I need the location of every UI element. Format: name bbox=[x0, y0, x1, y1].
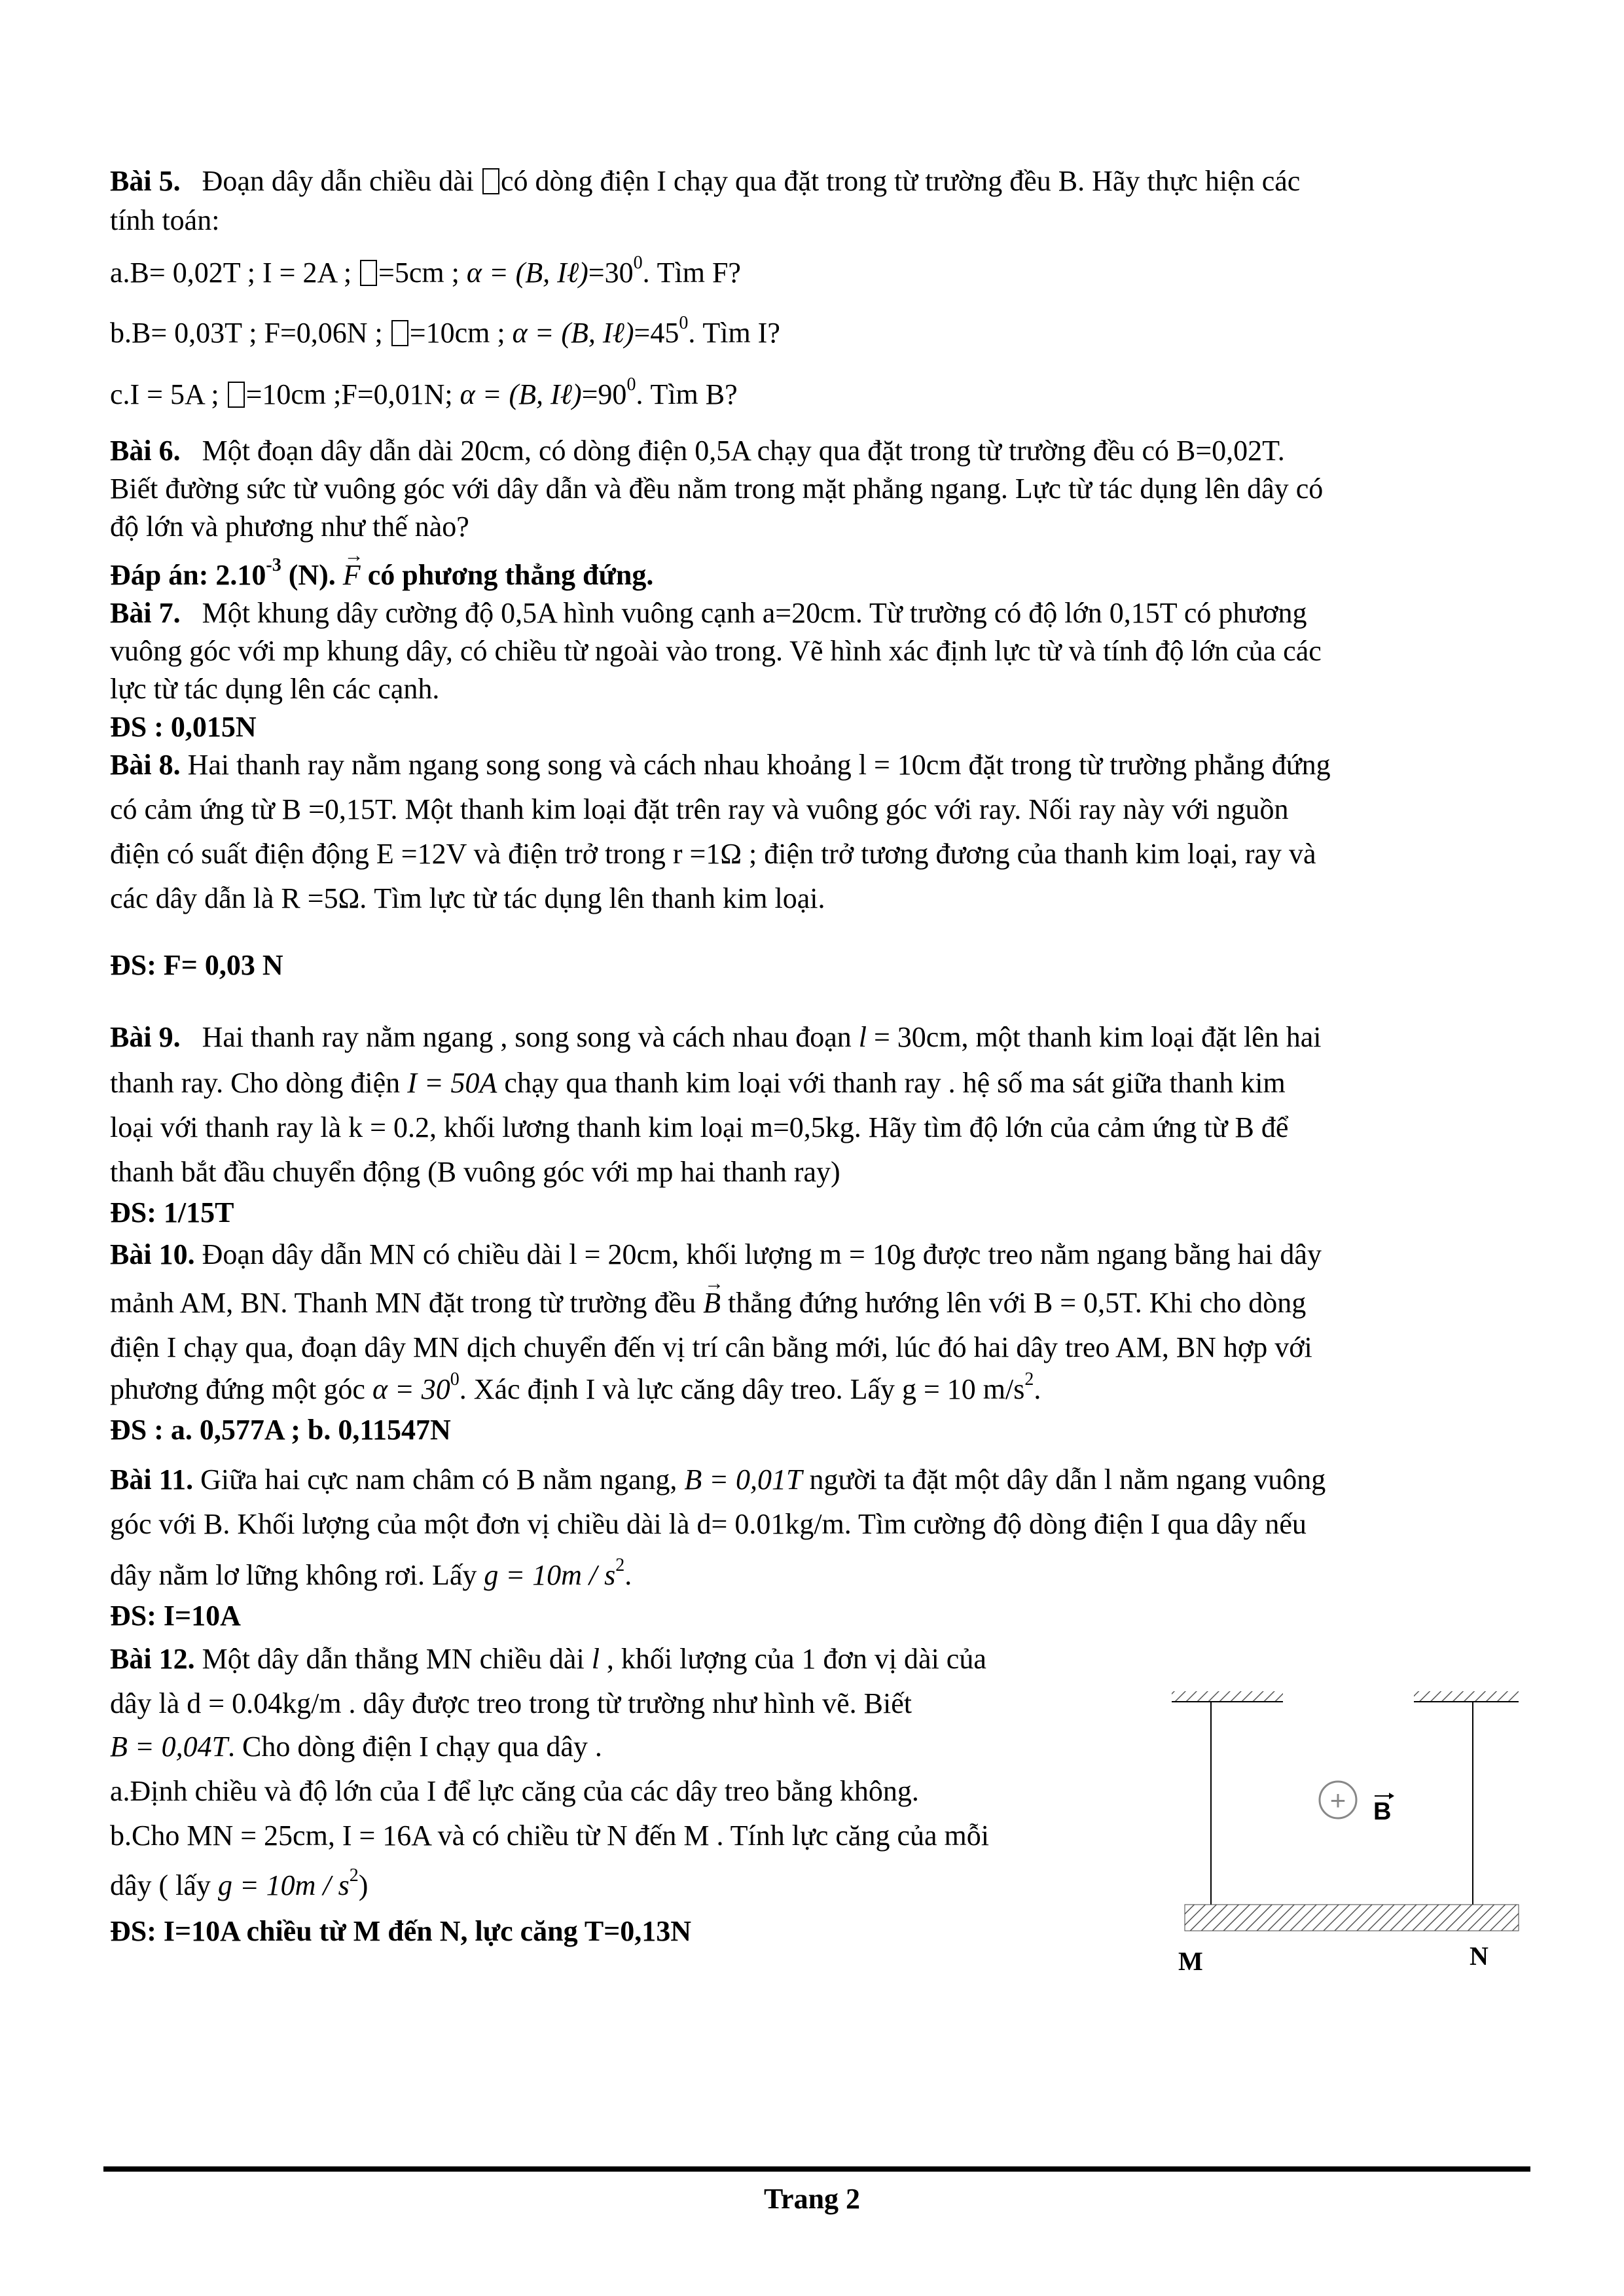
bai7-line2: vuông góc với mp khung dây, có chiều từ ngoài vào trong. Vẽ hình xác định lực từ và tính độ lớn của các bbox=[110, 635, 1322, 667]
exponent: 2 bbox=[1024, 1369, 1034, 1390]
text: chạy qua thanh kim loại với thanh ray . hệ số ma sát giữa thanh kim bbox=[497, 1067, 1286, 1099]
text: c.I = 5A ; bbox=[110, 378, 226, 410]
bai8-answer: ĐS: F= 0,03 N bbox=[110, 949, 283, 981]
text: . Tìm I? bbox=[688, 317, 780, 349]
bai7-title: Bài 7. bbox=[110, 597, 181, 629]
missing-glyph-box bbox=[360, 260, 377, 286]
text: , khối lượng của 1 đơn vị dài của bbox=[599, 1643, 986, 1675]
bai11-line1 bbox=[110, 1461, 1524, 1499]
force-vector: → F bbox=[343, 556, 361, 594]
text: . Xác định I và lực căng dây treo. Lấy g = 10 m/s bbox=[459, 1373, 1025, 1405]
text: = 30cm, một thanh kim loại đặt lên hai bbox=[866, 1021, 1322, 1053]
field-label: B bbox=[1373, 1798, 1392, 1825]
text: =90 bbox=[581, 378, 627, 410]
text: . Cho dòng điện I chạy qua dây . bbox=[228, 1731, 602, 1763]
missing-glyph-box bbox=[391, 320, 408, 346]
text: =10cm ;F=0,01N; bbox=[245, 378, 460, 410]
text: Đoạn dây dẫn MN có chiều dài l = 20cm, khối lượng m = 10g được treo nằm ngang bằng hai dây bbox=[194, 1238, 1322, 1270]
degree: 0 bbox=[633, 253, 643, 273]
bai9-line4: thanh bắt đầu chuyển động (B vuông góc với mp hai thanh ray) bbox=[110, 1156, 840, 1188]
text: thẳng đứng hướng lên với B = 0,5T. Khi cho dòng bbox=[720, 1287, 1307, 1319]
bai5-text: Đoạn dây dẫn chiều dài bbox=[202, 165, 481, 197]
bai9-line1 bbox=[110, 1018, 1524, 1056]
text: Một dây dẫn thẳng MN chiều dài bbox=[194, 1643, 592, 1675]
bai11-line2: góc với B. Khối lượng của một đơn vị chiều dài là d= 0.01kg/m. Tìm cường độ dòng điện I qua dây nếu bbox=[110, 1508, 1307, 1540]
bai5-intro bbox=[110, 162, 1524, 200]
text: (N). bbox=[281, 559, 343, 591]
text: có phương thẳng đứng. bbox=[360, 559, 654, 591]
text: a.B= 0,02T ; I = 2A ; bbox=[110, 257, 359, 289]
text: dây nằm lơ lững không rơi. Lấy bbox=[110, 1559, 484, 1591]
g-formula: g = 10m / s bbox=[484, 1559, 616, 1591]
current-formula: I = 50A bbox=[407, 1067, 497, 1099]
text: =30 bbox=[588, 257, 634, 289]
text: người ta đặt một dây dẫn l nằm ngang vuông bbox=[802, 1463, 1326, 1496]
bai5-part-c bbox=[110, 376, 1524, 414]
exponent: 2 bbox=[615, 1555, 625, 1575]
bai5-part-b bbox=[110, 314, 1524, 352]
text: . Tìm F? bbox=[642, 257, 741, 289]
b-vector: → B bbox=[703, 1284, 721, 1322]
footer-divider bbox=[103, 2166, 1530, 2172]
bai12-title: Bài 12. bbox=[110, 1643, 195, 1675]
bai8-line4: các dây dẫn là R =5Ω. Tìm lực từ tác dụng lên thanh kim loại. bbox=[110, 882, 825, 914]
degree: 0 bbox=[626, 374, 636, 395]
text: Một khung dây cường độ 0,5A hình vuông cạnh a=20cm. Từ trường có độ lớn 0,15T có phương bbox=[202, 597, 1307, 629]
right-support bbox=[1414, 1691, 1519, 1702]
text: Một đoạn dây dẫn dài 20cm, có dòng điện 0,5A chạy qua đặt trong từ trường đều có B=0,02T. bbox=[202, 435, 1285, 467]
text: . bbox=[1034, 1373, 1041, 1405]
missing-glyph-box bbox=[228, 382, 245, 408]
bai6-title: Bài 6. bbox=[110, 435, 181, 467]
alpha-formula: α = (B, Iℓ) bbox=[460, 378, 582, 410]
missing-glyph-box bbox=[482, 168, 499, 194]
bai12-line6 bbox=[110, 1867, 1143, 1905]
bai8-line3: điện có suất điện động E =12V và điện trở trong r =1Ω ; điện trở tương đương của thanh kim loại, ray và bbox=[110, 838, 1316, 870]
exponent: -3 bbox=[266, 555, 281, 575]
bai6-answer bbox=[110, 556, 1524, 594]
field-arrow-head bbox=[1389, 1793, 1394, 1799]
bai12-line5: b.Cho MN = 25cm, I = 16A và có chiều từ N đến M . Tính lực căng của mỗi bbox=[110, 1820, 989, 1852]
bai5-text: có dòng điện I chạy qua đặt trong từ trường đều B. Hãy thực hiện các bbox=[500, 165, 1301, 197]
angle-formula: α = 30 bbox=[372, 1373, 450, 1405]
bai6-line2: Biết đường sức từ vuông góc với dây dẫn và đều nằm trong mặt phẳng ngang. Lực từ tác dụng lên dây có bbox=[110, 473, 1324, 505]
bai9-line3: loại với thanh ray là k = 0.2, khối lương thanh kim loại m=0,5kg. Hãy tìm độ lớn của cảm ứng từ B để bbox=[110, 1111, 1289, 1143]
bai10-line1 bbox=[110, 1236, 1524, 1274]
text: dây ( lấy bbox=[110, 1869, 218, 1901]
bai6-line1 bbox=[110, 432, 1524, 470]
length-symbol: l bbox=[591, 1643, 600, 1675]
bai8-title: Bài 8. bbox=[110, 749, 181, 781]
bai7-line3: lực từ tác dụng lên các cạnh. bbox=[110, 673, 440, 705]
text: phương đứng một góc bbox=[110, 1373, 372, 1405]
bai10-line4 bbox=[110, 1371, 1524, 1408]
b-formula: B = 0,01T bbox=[684, 1463, 803, 1496]
bai10-answer: ĐS : a. 0,577A ; b. 0,11547N bbox=[110, 1414, 451, 1446]
text: =10cm ; bbox=[409, 317, 513, 349]
text: Đáp án: 2.10 bbox=[110, 559, 266, 591]
exponent: 2 bbox=[349, 1865, 359, 1886]
alpha-formula: α = (B, Iℓ) bbox=[466, 257, 588, 289]
bai7-line1 bbox=[110, 594, 1524, 632]
bai12-line4: a.Định chiều và độ lớn của I để lực căng của các dây treo bằng không. bbox=[110, 1775, 919, 1807]
text: ) bbox=[358, 1869, 369, 1901]
degree: 0 bbox=[450, 1369, 460, 1390]
bai12-line2: dây là d = 0.04kg/m . dây được treo trong từ trường như hình vẽ. Biết bbox=[110, 1687, 912, 1719]
bai9-title: Bài 9. bbox=[110, 1021, 181, 1053]
bai10-line2 bbox=[110, 1284, 1524, 1322]
bai9-line2 bbox=[110, 1064, 1524, 1102]
bai5-intro-2: tính toán: bbox=[110, 204, 220, 236]
left-support bbox=[1172, 1691, 1283, 1702]
text: Hai thanh ray nằm ngang song song và cách nhau khoảng l = 10cm đặt trong từ trường phẳng đứng bbox=[180, 749, 1331, 781]
text: mảnh AM, BN. Thanh MN đặt trong từ trường đều bbox=[110, 1287, 704, 1319]
bai12-figure bbox=[1172, 1682, 1525, 1983]
text: =45 bbox=[634, 317, 679, 349]
b-formula: B = 0,04T bbox=[110, 1731, 228, 1763]
bai12-line3 bbox=[110, 1728, 1143, 1766]
text: Hai thanh ray nằm ngang , song song và cách nhau đoạn bbox=[202, 1021, 859, 1053]
label-m: M bbox=[1178, 1946, 1203, 1976]
bai10-title: Bài 10. bbox=[110, 1238, 195, 1270]
bai5-part-a bbox=[110, 254, 1524, 292]
length-symbol: l bbox=[858, 1021, 867, 1053]
text: . bbox=[624, 1559, 632, 1591]
text: Giữa hai cực nam châm có B nằm ngang, bbox=[193, 1463, 685, 1496]
bai9-answer: ĐS: 1/15T bbox=[110, 1196, 234, 1229]
bai8-line1 bbox=[110, 746, 1524, 784]
text: . Tìm B? bbox=[636, 378, 738, 410]
bai12-line1 bbox=[110, 1640, 1143, 1678]
field-sign: + bbox=[1329, 1785, 1346, 1816]
page-number: Trang 2 bbox=[763, 2183, 861, 2215]
degree: 0 bbox=[679, 313, 689, 333]
text: thanh ray. Cho dòng điện bbox=[110, 1067, 408, 1099]
bai10-line3: điện I chạy qua, đoạn dây MN dịch chuyển đến vị trí cân bằng mới, lúc đó hai dây treo AM, BN hợp với bbox=[110, 1331, 1312, 1363]
bai12-answer: ĐS: I=10A chiều từ M đến N, lực căng T=0,13N bbox=[110, 1915, 692, 1947]
bai5-title: Bài 5. bbox=[110, 165, 181, 197]
conductor-mn bbox=[1185, 1905, 1519, 1931]
text: b.B= 0,03T ; F=0,06N ; bbox=[110, 317, 390, 349]
label-n: N bbox=[1470, 1941, 1489, 1971]
bai11-answer: ĐS: I=10A bbox=[110, 1600, 241, 1632]
bai6-line3: độ lớn và phương như thế nào? bbox=[110, 511, 469, 543]
bai8-line2: có cảm ứng từ B =0,15T. Một thanh kim loại đặt trên ray và vuông góc với ray. Nối ray này với nguồn bbox=[110, 793, 1289, 825]
g-formula: g = 10m / s bbox=[217, 1869, 350, 1901]
bai11-title: Bài 11. bbox=[110, 1463, 194, 1496]
bai11-line3 bbox=[110, 1556, 1524, 1594]
text: =5cm ; bbox=[378, 257, 467, 289]
bai7-answer: ĐS : 0,015N bbox=[110, 711, 257, 743]
alpha-formula: α = (B, Iℓ) bbox=[512, 317, 634, 349]
